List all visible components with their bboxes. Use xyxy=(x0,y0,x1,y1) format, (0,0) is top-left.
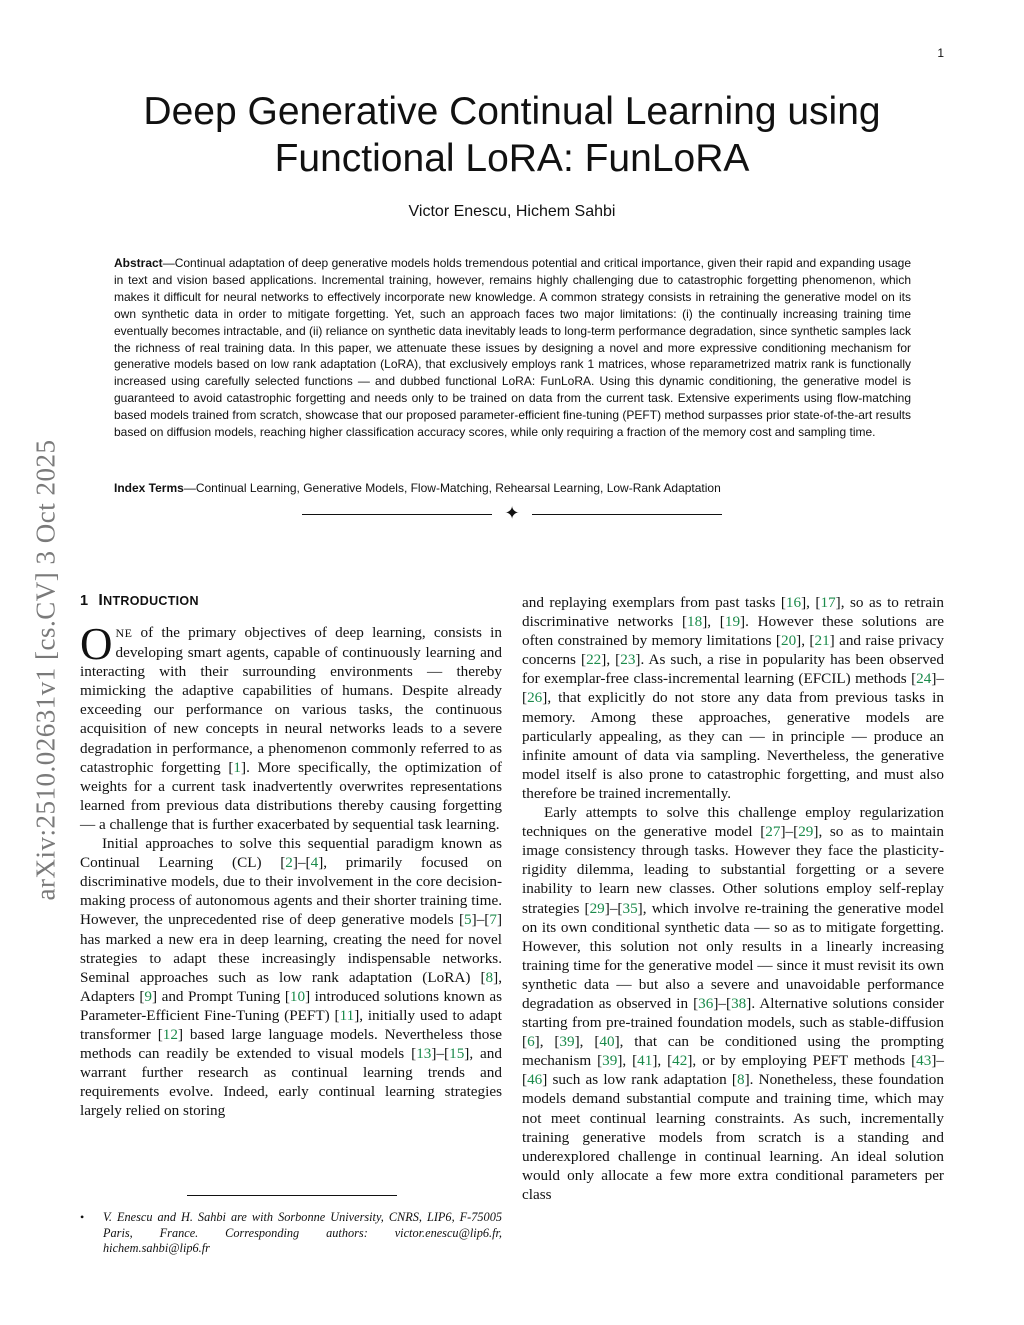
citation-link[interactable]: 38 xyxy=(731,994,747,1012)
separator-line-left xyxy=(302,514,492,515)
footnote-bullet-icon: • xyxy=(80,1210,85,1224)
paper-title xyxy=(80,88,944,182)
citation-link[interactable]: 39 xyxy=(602,1052,618,1070)
citation-link[interactable]: 12 xyxy=(162,1025,178,1043)
citation-link[interactable]: 22 xyxy=(586,651,602,669)
body-column-left xyxy=(80,619,503,1120)
intro-paragraph-1 xyxy=(80,619,502,834)
abstract xyxy=(114,255,911,441)
citation-link[interactable]: 9 xyxy=(144,987,152,1005)
citation-link[interactable]: 23 xyxy=(620,651,636,669)
intro-paragraph-1-text: of the primary objectives of deep learning, consists in developing smart agents, capable of continuously learning and interacting with their surrounding environments — thereby mimicking the adaptive capabilities of humans. Despite already exceeding our performance on various tasks, the continuous acquisition of new concepts in neural networks leads to a severe degradation in performance, a phenomenon commonly referred to as catastrophic forgetting [1]. More specifically, the optimization of weights for a current task inadvertently overwrites representations learned from previous data distributions thereby causing forgetting — a challenge that is further exacerbated by sequential task learning. xyxy=(80,624,502,833)
citation-link[interactable]: 4 xyxy=(310,854,319,872)
section-title-rest: NTRODUCTION xyxy=(103,594,199,608)
authors: Victor Enescu, Hichem Sahbi xyxy=(408,203,616,220)
citation-link[interactable]: 19 xyxy=(724,613,741,631)
citation-link[interactable]: 43 xyxy=(916,1052,932,1070)
index-terms-text: —Continual Learning, Generative Models, Flow-Matching, Rehearsal Learning, Low-Rank Adaptation xyxy=(183,481,721,495)
citation-link[interactable]: 2 xyxy=(285,854,293,872)
citation-link[interactable]: 26 xyxy=(527,689,543,707)
citation-link[interactable]: 21 xyxy=(814,632,830,650)
separator-line-right xyxy=(532,514,722,515)
index-terms xyxy=(114,481,911,495)
title-line-2: Functional LoRA: FunLoRA xyxy=(274,137,750,180)
citation-link[interactable]: 46 xyxy=(527,1071,543,1089)
citation-link[interactable]: 27 xyxy=(765,823,781,841)
citation-link[interactable]: 5 xyxy=(464,911,472,929)
drop-cap: O xyxy=(80,619,113,669)
abstract-text: —Continual adaptation of deep generative models holds tremendous potential and critical importance, given their rapid and expanding usage in text and vision based applications. Incremental training, however, remains highly challenging due to catastrophic forgetting phenomenon, which makes it difficult for neural networks to effectively incorporate new knowledge. A common strategy consists in retraining the generative model on its own synthetic data in order to mitigate forgetting. Yet, such an approach faces two major limitations: (i) the continually increasing training time eventually becomes intractable, and (ii) reliance on synthetic data inevitably leads to long-term performance degradation, since synthetic samples lack the richness of real training data. In this paper, we attenuate these issues by designing a novel and more expressive conditioning mechanism for generative models based on low rank adaptation (LoRA), that exclusively employs rank 1 matrices, whose reparametrized matrix rank is functionally increased using carefully selected functions — and dubbed functional LoRA: FunLoRA. Using this dynamic conditioning, the generative model is guaranteed to avoid catastrophic forgetting and needs only to be trained on data from the current task. Extensive experiments using flow-matching based models trained from scratch, showcase that our proposed parameter-efficient fine-tuning (PEFT) method surpasses prior state-of-the-art results based on diffusion models, reaching higher classification accuracy scores, while only requiring a fraction of the memory cost and sampling time. xyxy=(114,256,911,440)
footnote-rule xyxy=(187,1195,397,1196)
index-terms-label: Index Terms xyxy=(114,481,184,495)
citation-link[interactable]: 13 xyxy=(416,1045,432,1063)
citation-link[interactable]: 41 xyxy=(637,1052,653,1070)
abstract-label: Abstract xyxy=(114,256,163,270)
citation-link[interactable]: 40 xyxy=(599,1033,615,1051)
title-line-1: Deep Generative Continual Learning using xyxy=(143,90,881,133)
citation-link[interactable]: 6 xyxy=(527,1033,535,1051)
citation-link[interactable]: 15 xyxy=(449,1045,465,1063)
body-column-right xyxy=(522,593,944,1204)
separator-diamond-icon: ✦ xyxy=(504,503,520,524)
citation-link[interactable]: 17 xyxy=(820,594,836,611)
intro-paragraph-3: and replaying exemplars from past tasks [16], [17], so as to retrain discriminative networks [18], [19]. However these solutions are often constrained by memory limitations [20], [21] and raise privacy concerns [22], [23]. As such, a rise in popularity has been observed for exemplar-free class-incremental learning (EFCIL) methods [24]–[26], that explicitly do not store any data from previous tasks in memory. Among these approaches, generative models are particularly appealing, as they can — in principle — produce an infinite amount of data via sampling. Nevertheless, the generative model itself is also prone to catastrophic forgetting, and must also therefore be trained incrementally. xyxy=(522,594,945,802)
arxiv-stamp[interactable]: arXiv:2510.02631v1 [cs.CV] 3 Oct 2025 xyxy=(30,439,61,901)
footnote xyxy=(80,1210,502,1257)
citation-link[interactable]: 24 xyxy=(916,670,932,688)
citation-link[interactable]: 36 xyxy=(698,994,714,1012)
citation-link[interactable]: 8 xyxy=(736,1071,745,1089)
citation-link[interactable]: 42 xyxy=(672,1052,688,1070)
footnote-text: V. Enescu and H. Sahbi are with Sorbonne University, CNRS, LIP6, F-75005 Paris, France. Corresponding authors: victor.enescu@lip6.fr, hichem.sahbi@lip6.fr xyxy=(103,1210,502,1255)
citation-link[interactable]: 18 xyxy=(687,613,703,631)
section-title-initial: I xyxy=(98,592,104,609)
page-number: 1 xyxy=(937,46,944,60)
section-heading-introduction xyxy=(80,592,199,610)
citation-link[interactable]: 39 xyxy=(559,1033,575,1051)
citation-link[interactable]: 10 xyxy=(289,987,306,1005)
citation-link[interactable]: 7 xyxy=(489,911,497,929)
section-number: 1 xyxy=(80,593,89,609)
citation-link[interactable]: 29 xyxy=(798,823,814,841)
drop-cap-smallcaps: NE xyxy=(115,626,133,640)
citation-link[interactable]: 20 xyxy=(780,632,797,650)
intro-paragraph-4: Early attempts to solve this challenge employ regularization techniques on the generative model [27]–[29], so as to maintain image consistency through tasks. However they face the plasticity-rigidity dilemma, leading to substantial forgetting or a severe inability to learn new classes. Other solutions employ self-replay strategies [29]–[35], which involve re-training the generative model on its own conditional synthetic data — so as to mitigate forgetting. However, this solution not only results in a linearly increasing training time for the generative model — since it must revisit its own synthetic data — but also a severe and unavoidable performance degradation as observed in [36]–[38]. Alternative solutions consider starting from pre-trained foundation models, such as stable-diffusion [6], [39], [40], that can be conditioned using the prompting mechanism [39], [41], [42], or by employing PEFT methods [43]–[46] such as low rank adaptation [8]. Nonetheless, these foundation models demand substantial compute and training time, which may not meet continual learning constraints. As such, incrementally training generative models from scratch is a standing and underexplored challenge in continual learning. An ideal solution would only allocate a few more extra conditional parameters per class xyxy=(522,804,944,1203)
citation-link[interactable]: 8 xyxy=(485,968,494,986)
citation-link[interactable]: 29 xyxy=(589,899,605,917)
citation-link[interactable]: 1 xyxy=(233,758,242,776)
citation-link[interactable]: 16 xyxy=(785,594,802,611)
intro-paragraph-2: Initial approaches to solve this sequential paradigm known as Continual Learning (CL) [2]–[4], primarily focused on discriminative models, due to their involvement in the core decision-making process of autonomous agents and their shorter training time. However, the unprecedented rise of deep generative models [5]–[7] has marked a new era in deep learning, creating the need for novel strategies to adapt these increasingly indispensable networks. Seminal approaches such as low rank adaptation (LoRA) [8], Adapters [9] and Prompt Tuning [10] introduced solutions known as Parameter-Efficient Fine-Tuning (PEFT) [11], initially used to adapt transformer [12] based large language models. Nevertheless those methods can readily be extended to visual models [13]–[15], and warrant further research as continual learning trends and requirements evolve. Indeed, early continual learning strategies largely relied on storing xyxy=(80,835,503,1120)
citation-link[interactable]: 35 xyxy=(622,899,638,917)
citation-link[interactable]: 11 xyxy=(339,1006,355,1024)
